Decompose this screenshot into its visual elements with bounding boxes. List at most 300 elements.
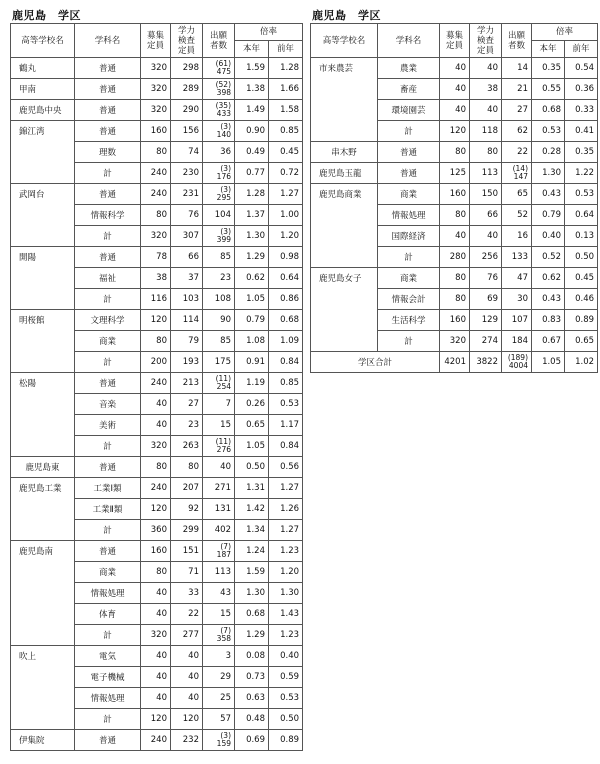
capacity: 116 bbox=[141, 289, 171, 310]
school-name bbox=[11, 709, 75, 730]
ratio-prev-year: 0.41 bbox=[565, 121, 598, 142]
ratio-this-year: 1.49 bbox=[235, 100, 269, 121]
header-text-line: 本年 bbox=[539, 44, 557, 54]
table-row bbox=[11, 79, 303, 100]
school-name: 鹿児島商業 bbox=[311, 184, 378, 205]
applicants-value: 147 bbox=[513, 172, 528, 181]
applicants-note: (3) bbox=[220, 731, 231, 740]
ratio-this-year: 0.62 bbox=[235, 268, 269, 289]
school-name bbox=[11, 331, 75, 352]
dept-name: 福祉 bbox=[75, 268, 141, 289]
header-capacity bbox=[141, 24, 171, 58]
ratio-this-year: 1.28 bbox=[235, 184, 269, 205]
school-name: 伊集院 bbox=[11, 730, 75, 751]
school-name bbox=[11, 352, 75, 373]
dept-name: 普通 bbox=[75, 100, 141, 121]
dept-name: 農業 bbox=[378, 58, 440, 79]
capacity: 80 bbox=[141, 142, 171, 163]
table-row bbox=[11, 226, 303, 247]
applicants-note: (52) bbox=[215, 80, 231, 89]
exam-capacity: 129 bbox=[470, 310, 502, 331]
applicants: 43 bbox=[203, 583, 235, 604]
table-row bbox=[11, 520, 303, 541]
dept-name: 商業 bbox=[75, 331, 141, 352]
school-name bbox=[311, 121, 378, 142]
applicants-value: 176 bbox=[216, 172, 231, 181]
capacity: 160 bbox=[440, 310, 470, 331]
ratio-prev-year: 0.50 bbox=[565, 247, 598, 268]
capacity: 320 bbox=[141, 100, 171, 121]
school-name bbox=[311, 247, 378, 268]
applicants bbox=[203, 100, 235, 121]
header-ratio-this bbox=[532, 41, 565, 58]
dept-name: 工業Ⅰ類 bbox=[75, 478, 141, 499]
dept-name: 情報処理 bbox=[75, 583, 141, 604]
applicants: 85 bbox=[203, 331, 235, 352]
exam-capacity: 274 bbox=[470, 331, 502, 352]
ratio-prev-year: 1.28 bbox=[269, 58, 303, 79]
dept-name: 文理科学 bbox=[75, 310, 141, 331]
school-name bbox=[11, 205, 75, 226]
exam-capacity: 193 bbox=[171, 352, 203, 373]
school-name bbox=[11, 289, 75, 310]
capacity: 160 bbox=[440, 184, 470, 205]
school-name bbox=[11, 667, 75, 688]
ratio-this-year: 1.24 bbox=[235, 541, 269, 562]
dept-name: 普通 bbox=[75, 541, 141, 562]
ratio-this-year: 0.62 bbox=[532, 268, 565, 289]
dept-name: 普通 bbox=[75, 121, 141, 142]
applicants-value: 295 bbox=[216, 193, 231, 202]
total-ratio-this: 1.05 bbox=[532, 352, 565, 373]
exam-capacity: 231 bbox=[171, 184, 203, 205]
table-row bbox=[311, 58, 598, 79]
ratio-this-year: 0.26 bbox=[235, 394, 269, 415]
school-name: 明桜館 bbox=[11, 310, 75, 331]
exam-capacity: 289 bbox=[171, 79, 203, 100]
applicants bbox=[203, 226, 235, 247]
total-examinees: 3822 bbox=[470, 352, 502, 373]
table-row bbox=[11, 352, 303, 373]
exam-capacity: 114 bbox=[171, 310, 203, 331]
capacity: 320 bbox=[141, 625, 171, 646]
total-applicants bbox=[502, 352, 532, 373]
capacity: 280 bbox=[440, 247, 470, 268]
ratio-prev-year: 0.53 bbox=[269, 688, 303, 709]
dept-name: 計 bbox=[378, 121, 440, 142]
applicants: 107 bbox=[502, 310, 532, 331]
applicants: 15 bbox=[203, 415, 235, 436]
exam-capacity: 76 bbox=[470, 268, 502, 289]
dept-name: 計 bbox=[75, 436, 141, 457]
ratio-prev-year: 1.00 bbox=[269, 205, 303, 226]
exam-capacity: 118 bbox=[470, 121, 502, 142]
table-row bbox=[11, 415, 303, 436]
dept-name: 畜産 bbox=[378, 79, 440, 100]
exam-capacity: 40 bbox=[171, 667, 203, 688]
exam-capacity: 22 bbox=[171, 604, 203, 625]
applicants bbox=[203, 541, 235, 562]
ratio-prev-year: 0.84 bbox=[269, 436, 303, 457]
table-row bbox=[11, 373, 303, 394]
header-text-line: 出願 bbox=[209, 30, 227, 41]
header-school bbox=[311, 24, 378, 58]
applicants: 108 bbox=[203, 289, 235, 310]
header-text-line: 倍率 bbox=[260, 27, 278, 37]
ratio-prev-year: 0.68 bbox=[269, 310, 303, 331]
ratio-this-year: 0.43 bbox=[532, 289, 565, 310]
dept-name: 商業 bbox=[75, 562, 141, 583]
applicants bbox=[203, 730, 235, 751]
table-row bbox=[311, 205, 598, 226]
applicants: 21 bbox=[502, 79, 532, 100]
ratio-prev-year: 0.64 bbox=[565, 205, 598, 226]
ratio-this-year: 1.05 bbox=[235, 289, 269, 310]
header-dept bbox=[378, 24, 440, 58]
ratio-this-year: 0.55 bbox=[532, 79, 565, 100]
ratio-this-year: 0.52 bbox=[532, 247, 565, 268]
ratio-this-year: 0.28 bbox=[532, 142, 565, 163]
applicants-value: 475 bbox=[216, 67, 231, 76]
exam-capacity: 103 bbox=[171, 289, 203, 310]
header-examinees bbox=[470, 24, 502, 58]
header-ratio-this bbox=[235, 41, 269, 58]
table-row bbox=[311, 289, 598, 310]
header-text-line: 学科名 bbox=[395, 35, 422, 46]
applicants: 27 bbox=[502, 100, 532, 121]
ratio-this-year: 0.48 bbox=[235, 709, 269, 730]
ratio-prev-year: 0.59 bbox=[269, 667, 303, 688]
ratio-prev-year: 0.89 bbox=[269, 730, 303, 751]
applicants: 36 bbox=[203, 142, 235, 163]
school-name: 錦江湾 bbox=[11, 121, 75, 142]
capacity: 360 bbox=[141, 520, 171, 541]
exam-capacity: 74 bbox=[171, 142, 203, 163]
ratio-this-year: 1.30 bbox=[235, 226, 269, 247]
applicants: 30 bbox=[502, 289, 532, 310]
ratio-prev-year: 0.72 bbox=[269, 163, 303, 184]
dept-name: 普通 bbox=[75, 457, 141, 478]
school-name bbox=[11, 520, 75, 541]
dept-name: 体育 bbox=[75, 604, 141, 625]
dept-name: 普通 bbox=[75, 730, 141, 751]
exam-capacity: 156 bbox=[171, 121, 203, 142]
dept-name: 情報処理 bbox=[75, 688, 141, 709]
header-text-line: 前年 bbox=[277, 44, 295, 54]
capacity: 40 bbox=[440, 79, 470, 100]
exam-capacity: 40 bbox=[470, 58, 502, 79]
school-name bbox=[11, 562, 75, 583]
ratio-this-year: 1.19 bbox=[235, 373, 269, 394]
exam-capacity: 33 bbox=[171, 583, 203, 604]
applicants-value: 140 bbox=[216, 130, 231, 139]
ratio-this-year: 1.31 bbox=[235, 478, 269, 499]
dept-name: 計 bbox=[75, 709, 141, 730]
table-row bbox=[11, 457, 303, 478]
applicants: 85 bbox=[203, 247, 235, 268]
ratio-prev-year: 0.35 bbox=[565, 142, 598, 163]
table-row bbox=[11, 583, 303, 604]
ratio-prev-year: 0.89 bbox=[565, 310, 598, 331]
ratio-prev-year: 0.65 bbox=[565, 331, 598, 352]
ratio-prev-year: 0.54 bbox=[565, 58, 598, 79]
ratio-this-year: 1.59 bbox=[235, 562, 269, 583]
table-row bbox=[11, 289, 303, 310]
ratio-prev-year: 0.46 bbox=[565, 289, 598, 310]
exam-capacity: 79 bbox=[171, 331, 203, 352]
dept-name: 計 bbox=[378, 331, 440, 352]
school-name bbox=[11, 226, 75, 247]
total-applicants-value: 4004 bbox=[508, 361, 528, 370]
exam-capacity: 40 bbox=[171, 688, 203, 709]
applicants: 113 bbox=[203, 562, 235, 583]
ratio-prev-year: 1.17 bbox=[269, 415, 303, 436]
ratio-this-year: 0.49 bbox=[235, 142, 269, 163]
capacity: 40 bbox=[440, 58, 470, 79]
table-row bbox=[311, 247, 598, 268]
applicants: 104 bbox=[203, 205, 235, 226]
school-name bbox=[311, 79, 378, 100]
ratio-this-year: 0.35 bbox=[532, 58, 565, 79]
table-row bbox=[11, 499, 303, 520]
dept-name: 商業 bbox=[378, 184, 440, 205]
applicants bbox=[203, 436, 235, 457]
ratio-prev-year: 0.53 bbox=[565, 184, 598, 205]
dept-name: 普通 bbox=[75, 247, 141, 268]
ratio-this-year: 0.77 bbox=[235, 163, 269, 184]
dept-name: 工業Ⅱ類 bbox=[75, 499, 141, 520]
dept-name: 計 bbox=[75, 352, 141, 373]
dept-name: 電子機械 bbox=[75, 667, 141, 688]
table-row bbox=[11, 100, 303, 121]
ratio-this-year: 0.68 bbox=[235, 604, 269, 625]
total-applicants-note: (189) bbox=[507, 353, 528, 362]
ratio-prev-year: 1.20 bbox=[269, 226, 303, 247]
dept-name: 情報処理 bbox=[378, 205, 440, 226]
header-text-line: 学力 bbox=[476, 25, 494, 36]
applicants: 402 bbox=[203, 520, 235, 541]
ratio-this-year: 0.91 bbox=[235, 352, 269, 373]
exam-capacity: 299 bbox=[171, 520, 203, 541]
table-row bbox=[311, 310, 598, 331]
ratio-prev-year: 0.53 bbox=[269, 394, 303, 415]
applicants bbox=[203, 184, 235, 205]
applicants-value: 159 bbox=[216, 739, 231, 748]
ratio-this-year: 0.90 bbox=[235, 121, 269, 142]
right-table bbox=[310, 23, 598, 373]
dept-name: 情報科学 bbox=[75, 205, 141, 226]
ratio-prev-year: 0.85 bbox=[269, 121, 303, 142]
header-text-line: 検査 bbox=[476, 35, 494, 46]
dept-name: 普通 bbox=[378, 142, 440, 163]
school-name bbox=[11, 163, 75, 184]
ratio-prev-year: 1.26 bbox=[269, 499, 303, 520]
capacity: 40 bbox=[440, 226, 470, 247]
school-name bbox=[311, 331, 378, 352]
capacity: 80 bbox=[440, 289, 470, 310]
table-row bbox=[11, 268, 303, 289]
school-name bbox=[311, 226, 378, 247]
exam-capacity: 92 bbox=[171, 499, 203, 520]
applicants-note: (3) bbox=[220, 122, 231, 131]
school-name bbox=[11, 583, 75, 604]
exam-capacity: 66 bbox=[171, 247, 203, 268]
table-row bbox=[311, 142, 598, 163]
table-row bbox=[11, 625, 303, 646]
dept-name: 計 bbox=[378, 247, 440, 268]
ratio-prev-year: 1.23 bbox=[269, 625, 303, 646]
dept-name: 計 bbox=[75, 289, 141, 310]
header-text-line: 募集 bbox=[146, 30, 164, 41]
ratio-this-year: 0.83 bbox=[532, 310, 565, 331]
exam-capacity: 80 bbox=[171, 457, 203, 478]
ratio-prev-year: 1.22 bbox=[565, 163, 598, 184]
district-total-label: 学区合計 bbox=[311, 352, 440, 373]
applicants: 131 bbox=[203, 499, 235, 520]
applicants: 3 bbox=[203, 646, 235, 667]
ratio-prev-year: 0.56 bbox=[269, 457, 303, 478]
capacity: 240 bbox=[141, 478, 171, 499]
capacity: 40 bbox=[141, 667, 171, 688]
applicants: 14 bbox=[502, 58, 532, 79]
table-row bbox=[11, 646, 303, 667]
dept-name: 音楽 bbox=[75, 394, 141, 415]
dept-name: 美術 bbox=[75, 415, 141, 436]
exam-capacity: 307 bbox=[171, 226, 203, 247]
ratio-this-year: 0.69 bbox=[235, 730, 269, 751]
ratio-this-year: 0.73 bbox=[235, 667, 269, 688]
applicants: 23 bbox=[203, 268, 235, 289]
applicants: 40 bbox=[203, 457, 235, 478]
ratio-prev-year: 0.86 bbox=[269, 289, 303, 310]
capacity: 320 bbox=[440, 331, 470, 352]
applicants: 7 bbox=[203, 394, 235, 415]
header-text-line: 定員 bbox=[177, 45, 195, 56]
applicants-note: (14) bbox=[512, 164, 528, 173]
exam-capacity: 151 bbox=[171, 541, 203, 562]
ratio-this-year: 0.63 bbox=[235, 688, 269, 709]
left-table-body bbox=[11, 58, 303, 751]
table-row bbox=[11, 436, 303, 457]
exam-capacity: 27 bbox=[171, 394, 203, 415]
ratio-prev-year: 0.40 bbox=[269, 646, 303, 667]
dept-name: 計 bbox=[75, 163, 141, 184]
applicants bbox=[203, 79, 235, 100]
school-name bbox=[311, 289, 378, 310]
ratio-this-year: 0.67 bbox=[532, 331, 565, 352]
school-name bbox=[11, 268, 75, 289]
applicants-value: 254 bbox=[216, 382, 231, 391]
dept-name: 国際経済 bbox=[378, 226, 440, 247]
ratio-prev-year: 1.43 bbox=[269, 604, 303, 625]
applicants-note: (3) bbox=[220, 227, 231, 236]
school-name bbox=[11, 436, 75, 457]
school-name bbox=[11, 415, 75, 436]
ratio-prev-year: 0.36 bbox=[565, 79, 598, 100]
applicants bbox=[203, 373, 235, 394]
exam-capacity: 120 bbox=[171, 709, 203, 730]
applicants: 184 bbox=[502, 331, 532, 352]
dept-name: 普通 bbox=[75, 58, 141, 79]
capacity: 120 bbox=[440, 121, 470, 142]
table-row bbox=[11, 310, 303, 331]
capacity: 160 bbox=[141, 121, 171, 142]
dept-name: 計 bbox=[75, 625, 141, 646]
dept-name: 情報会計 bbox=[378, 289, 440, 310]
applicants: 175 bbox=[203, 352, 235, 373]
table-row bbox=[311, 121, 598, 142]
school-name bbox=[11, 625, 75, 646]
dept-name: 普通 bbox=[378, 163, 440, 184]
total-ratio-prev: 1.02 bbox=[565, 352, 598, 373]
school-name bbox=[11, 394, 75, 415]
applicants-value: 433 bbox=[216, 109, 231, 118]
ratio-prev-year: 1.23 bbox=[269, 541, 303, 562]
header-text-line: 募集 bbox=[445, 30, 463, 41]
table-row bbox=[311, 331, 598, 352]
applicants: 133 bbox=[502, 247, 532, 268]
header-text-line: 高等学校名 bbox=[322, 35, 366, 46]
exam-capacity: 232 bbox=[171, 730, 203, 751]
capacity: 40 bbox=[440, 100, 470, 121]
ratio-this-year: 1.08 bbox=[235, 331, 269, 352]
table-row bbox=[11, 688, 303, 709]
exam-capacity: 263 bbox=[171, 436, 203, 457]
school-name: 鹿児島南 bbox=[11, 541, 75, 562]
dept-name: 生活科学 bbox=[378, 310, 440, 331]
header-text-line: 定員 bbox=[146, 40, 164, 51]
capacity: 80 bbox=[440, 142, 470, 163]
capacity: 38 bbox=[141, 268, 171, 289]
ratio-this-year: 1.42 bbox=[235, 499, 269, 520]
applicants: 57 bbox=[203, 709, 235, 730]
applicants: 62 bbox=[502, 121, 532, 142]
capacity: 120 bbox=[141, 310, 171, 331]
table-row bbox=[11, 142, 303, 163]
header-text-line: 定員 bbox=[445, 40, 463, 51]
capacity: 320 bbox=[141, 79, 171, 100]
table-row bbox=[311, 268, 598, 289]
capacity: 320 bbox=[141, 226, 171, 247]
exam-capacity: 290 bbox=[171, 100, 203, 121]
header-ratio bbox=[532, 24, 598, 41]
district-title-right: 鹿児島 学区 bbox=[312, 9, 381, 22]
applicants bbox=[203, 625, 235, 646]
ratio-this-year: 0.79 bbox=[532, 205, 565, 226]
table-row bbox=[11, 205, 303, 226]
school-name: 鶴丸 bbox=[11, 58, 75, 79]
dept-name: 普通 bbox=[75, 373, 141, 394]
header-text-line: 学力 bbox=[177, 25, 195, 36]
dept-name: 計 bbox=[75, 520, 141, 541]
capacity: 320 bbox=[141, 436, 171, 457]
table-row bbox=[311, 100, 598, 121]
header-text-line: 出願 bbox=[507, 30, 525, 41]
exam-capacity: 76 bbox=[171, 205, 203, 226]
table-row bbox=[11, 331, 303, 352]
dept-name: 計 bbox=[75, 226, 141, 247]
ratio-this-year: 0.79 bbox=[235, 310, 269, 331]
ratio-prev-year: 1.20 bbox=[269, 562, 303, 583]
applicants: 15 bbox=[203, 604, 235, 625]
school-name: 串木野 bbox=[311, 142, 378, 163]
capacity: 40 bbox=[141, 583, 171, 604]
ratio-this-year: 1.29 bbox=[235, 247, 269, 268]
table-row bbox=[11, 394, 303, 415]
applicants-note: (7) bbox=[220, 542, 231, 551]
dept-name: 商業 bbox=[378, 268, 440, 289]
exam-capacity: 40 bbox=[171, 646, 203, 667]
